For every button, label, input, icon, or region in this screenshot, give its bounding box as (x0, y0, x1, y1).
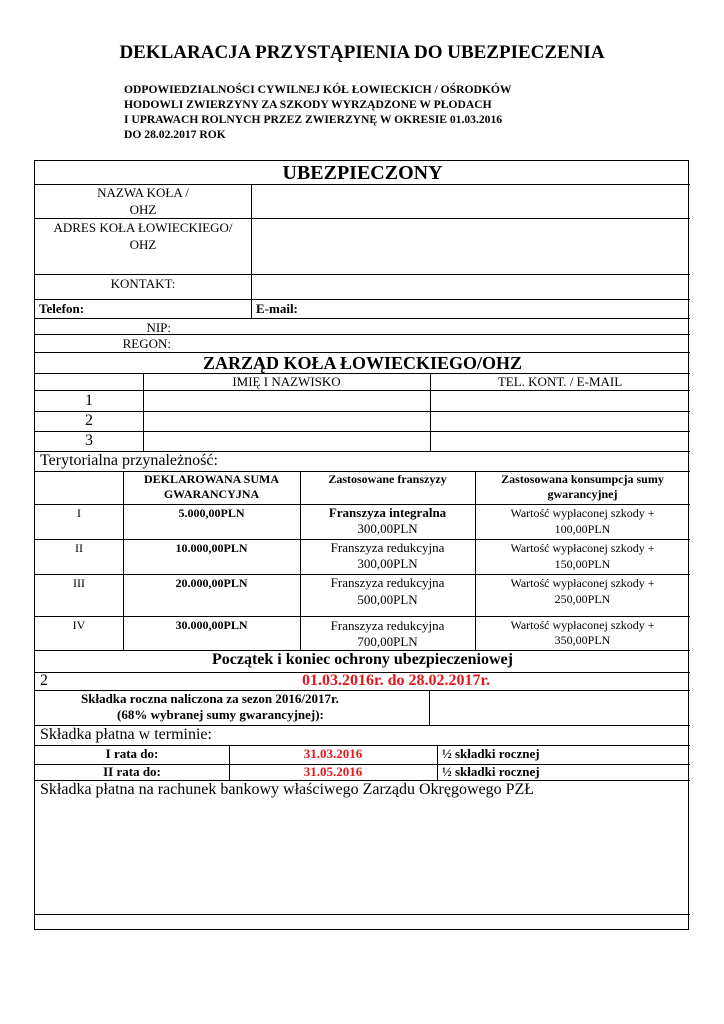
variant-consumption-amount: 250,00PLN (554, 592, 611, 606)
variant-franchise-amount: 300,00PLN (357, 521, 418, 536)
divider (35, 318, 690, 319)
divider (35, 616, 690, 617)
variant-consumption: Wartość wypłaconej szkody + (510, 618, 655, 632)
phone-label: Telefon: (39, 301, 85, 316)
variant-sum: 5.000,00PLN (178, 506, 245, 520)
variant-franchise-amount: 500,00PLN (357, 592, 418, 607)
variant-franchise: Franszyza integralna (328, 505, 447, 520)
declaration-form (34, 160, 689, 930)
divider (35, 411, 690, 412)
premium-line: (68% wybranej sumy gwarancyjnej): (117, 707, 324, 722)
variant-consumption-amount: 350,00PLN (554, 633, 611, 647)
installment-portion: ½ składki rocznej (442, 764, 540, 779)
address-label: OHZ (129, 237, 157, 252)
col-consumption-header: Zastosowana konsumpcja sumy (501, 472, 664, 486)
divider (251, 184, 252, 318)
subtitle-line: HODOWLI ZWIERZYNY ZA SZKODY WYRZĄDZONE W PŁODACH (124, 98, 492, 111)
coverage-heading: Początek i koniec ochrony ubezpieczeniowej (212, 651, 513, 668)
variant-consumption: Wartość wypłaconej szkody + (510, 541, 655, 555)
regon-label: REGON: (122, 336, 171, 351)
subtitle-line: I UPRAWACH ROLNYCH PRZEZ ZWIERZYNĘ W OKRESIE 01.03.2016 (124, 113, 503, 126)
variant-franchise-amount: 300,00PLN (357, 556, 418, 571)
email-label: E-mail: (256, 301, 298, 316)
variant-id: IV (72, 618, 86, 632)
installment-portion: ½ składki rocznej (442, 746, 540, 761)
col-sum-header: GWARANCYJNA (163, 487, 260, 501)
board-heading: ZARZĄD KOŁA ŁOWIECKIEGO/OHZ (202, 353, 523, 373)
board-col-contact: TEL. KONT. / E-MAIL (497, 374, 623, 389)
bank-note: Składka płatna na rachunek bankowy właściwego Zarządu Okręgowego PZŁ (40, 781, 535, 798)
name-label: OHZ (129, 202, 157, 217)
variant-franchise-amount: 700,00PLN (357, 634, 418, 649)
board-row-number: 3 (85, 432, 93, 449)
variant-id: III (73, 576, 85, 590)
variant-franchise: Franszyza redukcyjna (330, 540, 445, 555)
board-row-number: 2 (85, 412, 93, 429)
document-subtitle (124, 82, 604, 142)
variant-id: I (77, 506, 81, 520)
variant-consumption-amount: 100,00PLN (554, 522, 611, 536)
divider (35, 390, 690, 391)
variant-franchise: Franszyza redukcyjna (330, 575, 445, 590)
divider (35, 431, 690, 432)
territory-label: Terytorialna przynależność: (40, 452, 218, 469)
subtitle-line: DO 28.02.2017 ROK (124, 128, 226, 141)
subtitle-line: ODPOWIEDZIALNOŚCI CYWILNEJ KÓŁ ŁOWIECKICH / OŚRODKÓW (124, 83, 512, 96)
document-title: DEKLARACJA PRZYSTĄPIENIA DO UBEZPIECZENIA (119, 42, 605, 63)
variant-consumption: Wartość wypłaconej szkody + (510, 506, 655, 520)
divider (35, 299, 690, 300)
board-row-number: 1 (85, 392, 93, 409)
installment-date: 31.05.2016 (303, 764, 363, 779)
address-label: ADRES KOŁA ŁOWIECKIEGO/ (53, 220, 233, 235)
name-label: NAZWA KOŁA / (97, 185, 189, 200)
divider (437, 745, 438, 781)
divider (429, 690, 430, 726)
divider (35, 914, 690, 915)
installment-date: 31.03.2016 (303, 746, 363, 761)
col-consumption-header: gwarancyjnej (547, 487, 618, 501)
insured-heading: UBEZPIECZONY (282, 162, 443, 184)
variant-sum: 30.000,00PLN (175, 618, 248, 632)
coverage-period: 01.03.2016r. do 28.02.2017r. (302, 672, 491, 689)
divider (35, 274, 690, 275)
board-col-name: IMIĘ I NAZWISKO (232, 374, 341, 389)
coverage-number: 2 (40, 672, 48, 689)
variant-consumption: Wartość wypłaconej szkody + (510, 576, 655, 590)
variant-sum: 10.000,00PLN (175, 541, 248, 555)
contact-label: KONTAKT: (110, 276, 176, 291)
variant-id: II (75, 541, 83, 555)
divider (35, 218, 690, 219)
variant-consumption-amount: 150,00PLN (554, 557, 611, 571)
variant-sum: 20.000,00PLN (175, 576, 248, 590)
installment-label: II rata do: (103, 764, 161, 779)
variant-franchise: Franszyza redukcyjna (330, 618, 445, 633)
col-sum-header: DEKLAROWANA SUMA (143, 472, 279, 486)
terms-label: Składka płatna w terminie: (40, 726, 212, 743)
col-franchise-header: Zastosowane franszyzy (328, 472, 447, 486)
premium-line: Składka roczna naliczona za sezon 2016/2017r. (81, 691, 339, 706)
nip-label: NIP: (146, 320, 171, 335)
installment-label: I rata do: (105, 746, 159, 761)
